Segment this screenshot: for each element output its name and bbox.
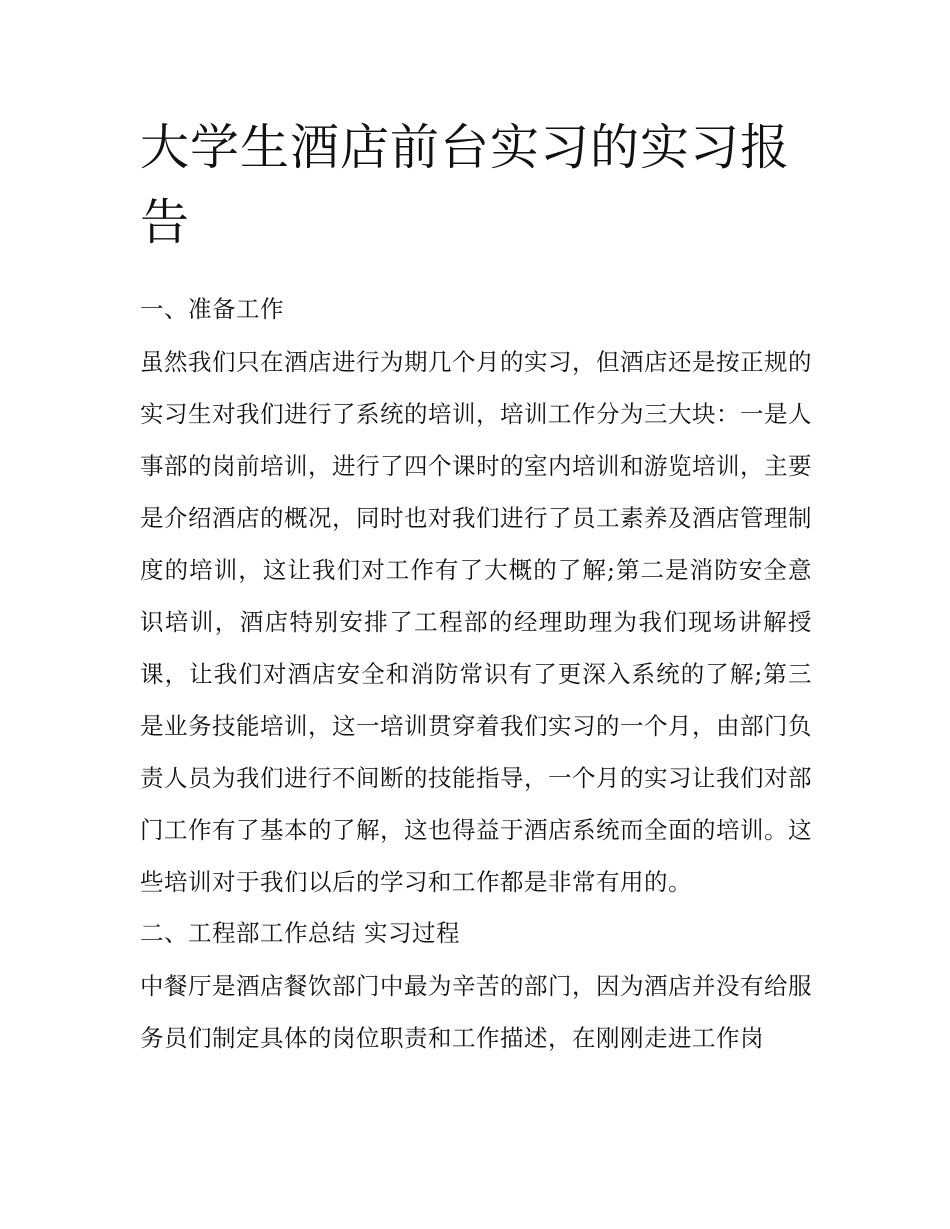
section-heading-preparation: 一、准备工作 [140, 295, 284, 323]
document-title: 大学生酒店前台实习的实习报告 [140, 119, 791, 251]
section-heading-engineering: 二、工程部工作总结 实习过程 [140, 919, 460, 947]
section-paragraph-preparation: 虽然我们只在酒店进行为期几个月的实习，但酒店还是按正规的实习生对我们进行了系统的培训，培训工作分为三大块：一是人事部的岗前培训，进行了四个课时的室内培训和游览培训，主要是介绍酒店的概况，同时也对我们进行了员工素养及酒店管理制度的培训，这让我们对工作有了大概的了解;第二是消防安全意识培训，酒店特别安排了工程部的经理助理为我们现场讲解授课，让我们对酒店安全和消防常识有了更深入系统的了解;第三是业务技能培训，这一培训贯穿着我们实习的一个月，由部门负责人员为我们进行不间断的技能指导，一个月的实习让我们对部门工作有了基本的了解，这也得益于酒店系统而全面的培训。这些培训对于我们以后的学习和工作都是非常有用的。 [140, 348, 812, 896]
document-page [140, 110, 812, 1064]
section-paragraph-engineering: 中餐厅是酒店餐饮部门中最为辛苦的部门，因为酒店并没有给服务员们制定具体的岗位职责和工作描述，在刚刚走进工作岗 [140, 972, 812, 1052]
